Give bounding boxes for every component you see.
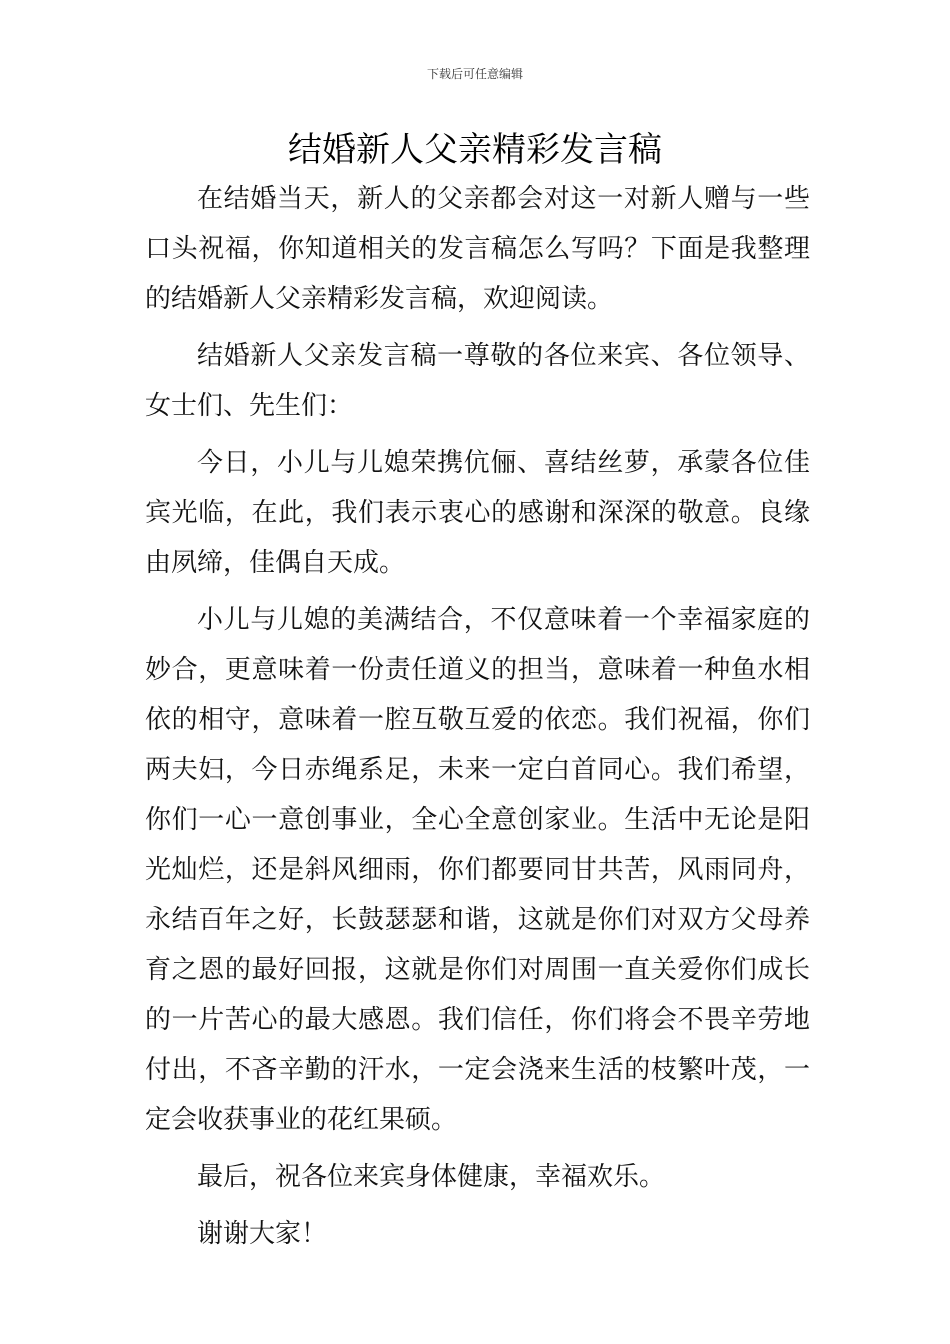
document-body xyxy=(145,174,810,1266)
header-note: 下载后可任意编辑 xyxy=(426,67,523,81)
paragraph-intro: 在结婚当天，新人的父亲都会对这一对新人赠与一些口头祝福，你知道相关的发言稿怎么写吗？下面是我整理的结婚新人父亲精彩发言稿，欢迎阅读。 xyxy=(145,184,810,314)
paragraph-welcome: 今日，小儿与儿媳荣携伉俪、喜结丝萝，承蒙各位佳宾光临，在此，我们表示衷心的感谢和深深的敬意。良缘由夙缔，佳偶自天成。 xyxy=(145,448,810,578)
paragraph-blessing: 小儿与儿媳的美满结合，不仅意味着一个幸福家庭的妙合，更意味着一份责任道义的担当，意味着一种鱼水相依的相守，意味着一腔互敬互爱的依恋。我们祝福，你们两夫妇，今日赤绳系足，未来一定白首同心。我们希望，你们一心一意创事业，全心全意创家业。生活中无论是阳光灿烂，还是斜风细雨，你们都要同甘共苦，风雨同舟，永结百年之好，长鼓瑟瑟和谐，这就是你们对双方父母养育之恩的最好回报，这就是你们对周围一直关爱你们成长的一片苦心的最大感恩。我们信任，你们将会不畏辛劳地付出，不吝辛勤的汗水，一定会浇来生活的枝繁叶茂，一定会收获事业的花红果硕。 xyxy=(145,605,810,1135)
paragraph-thanks: 谢谢大家！ xyxy=(197,1219,328,1249)
paragraph-closing: 最后，祝各位来宾身体健康，幸福欢乐。 xyxy=(197,1162,666,1192)
paragraph-salutation: 结婚新人父亲发言稿一尊敬的各位来宾、各位领导、女士们、先生们： xyxy=(145,341,810,421)
document-title: 结婚新人父亲精彩发言稿 xyxy=(288,130,662,170)
